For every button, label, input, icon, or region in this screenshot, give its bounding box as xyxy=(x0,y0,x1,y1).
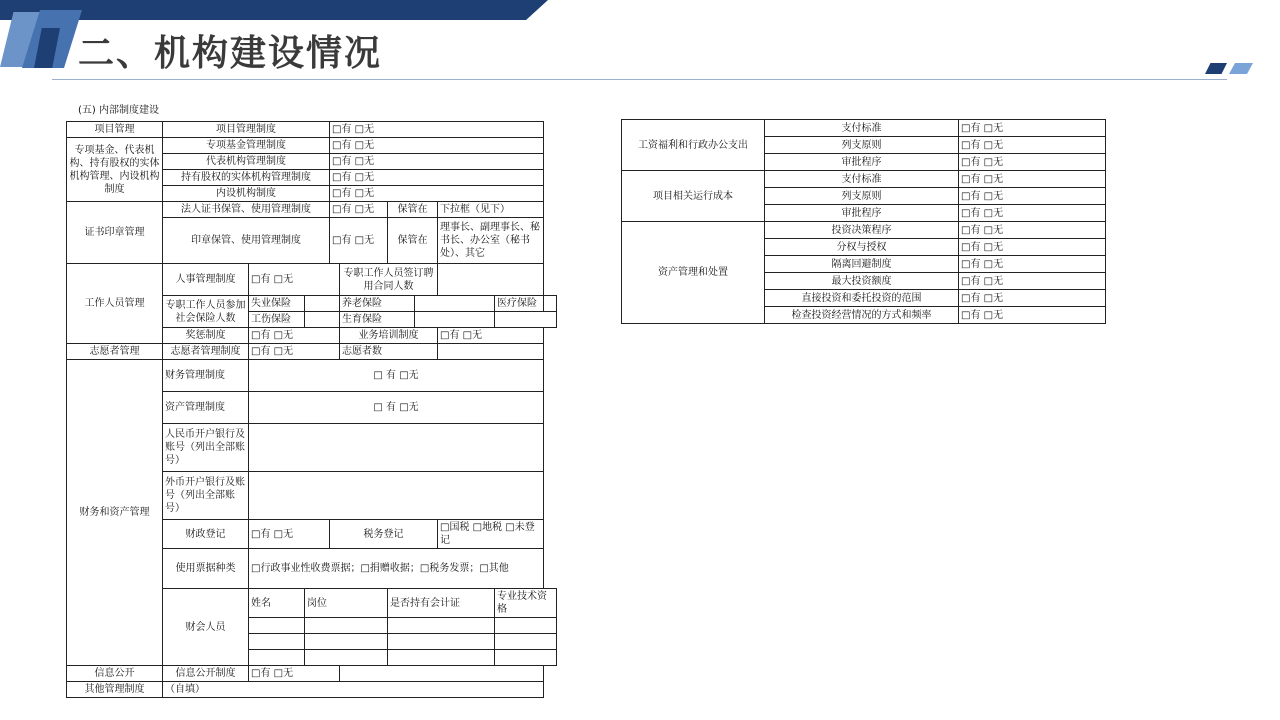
row-label: 税务登记 xyxy=(330,520,438,549)
acc-header: 是否持有会计证 xyxy=(388,589,495,618)
row-label: 资产管理制度 xyxy=(163,392,249,424)
acc-cell[interactable] xyxy=(305,618,388,634)
row-label: 信息公开制度 xyxy=(163,666,249,682)
yes-no-checkbox[interactable]: □有 □无 xyxy=(959,290,1106,307)
row-label: 财政登记 xyxy=(163,520,249,549)
acc-cell[interactable] xyxy=(249,618,305,634)
item-label: 投资决策程序 xyxy=(765,222,959,239)
yes-no-checkbox[interactable]: □有 □无 xyxy=(249,264,340,296)
title-divider xyxy=(52,79,1227,80)
row-label: 财会人员 xyxy=(163,589,249,666)
expense-system-table xyxy=(621,119,1106,324)
item-label: 列支原则 xyxy=(765,188,959,205)
yes-no-checkbox[interactable]: □有 □无 xyxy=(330,122,544,138)
yes-no-checkbox[interactable]: □有 □无 xyxy=(249,520,330,549)
insurance-count-field[interactable] xyxy=(415,312,495,328)
volunteer-count-field[interactable] xyxy=(438,344,544,360)
keeper-options[interactable]: 理事长、副理事长、秘书长、办公室（秘书处）、其它 xyxy=(438,218,544,264)
yes-no-checkbox[interactable]: □有 □无 xyxy=(249,344,340,360)
keep-at-label: 保管在 xyxy=(388,218,438,264)
dropdown-hint[interactable]: 下拉框（见下） xyxy=(438,202,544,218)
item-label: 隔离回避制度 xyxy=(765,256,959,273)
row-label: 使用票据种类 xyxy=(163,549,249,589)
row-label: 奖惩制度 xyxy=(163,328,249,344)
acc-cell[interactable] xyxy=(388,650,495,666)
yes-no-checkbox[interactable]: □有 □无 xyxy=(959,273,1106,290)
yes-no-checkbox[interactable]: □ 有 □无 xyxy=(249,360,544,392)
item-label: 支付标准 xyxy=(765,171,959,188)
item-label: 检查投资经营情况的方式和频率 xyxy=(765,307,959,324)
yes-no-checkbox[interactable]: □有 □无 xyxy=(959,171,1106,188)
contract-label: 专职工作人员签订聘用合同人数 xyxy=(340,264,438,296)
rmb-account-field[interactable] xyxy=(249,424,544,472)
insurance-label: 工伤保险 xyxy=(249,312,305,328)
acc-cell[interactable] xyxy=(249,634,305,650)
row-label: 印章保管、使用管理制度 xyxy=(163,218,330,264)
acc-header: 姓名 xyxy=(249,589,305,618)
row-label: 财务和资产管理 xyxy=(67,360,163,666)
fx-account-field[interactable] xyxy=(249,472,544,520)
row-label: 证书印章管理 xyxy=(67,202,163,264)
row-label: 工作人员管理 xyxy=(67,264,163,344)
item-label: 审批程序 xyxy=(765,154,959,171)
yes-no-checkbox[interactable]: □有 □无 xyxy=(249,666,340,682)
row-label: 信息公开 xyxy=(67,666,163,682)
acc-cell[interactable] xyxy=(388,618,495,634)
row-label: 志愿者数 xyxy=(340,344,438,360)
tax-options[interactable]: □国税 □地税 □未登记 xyxy=(438,520,544,549)
row-label: 志愿者管理 xyxy=(67,344,163,360)
yes-no-checkbox[interactable]: □有 □无 xyxy=(959,222,1106,239)
yes-no-checkbox[interactable]: □有 □无 xyxy=(330,154,544,170)
group-label: 项目相关运行成本 xyxy=(622,171,765,222)
yes-no-checkbox[interactable]: □有 □无 xyxy=(959,256,1106,273)
item-label: 直接投资和委托投资的范围 xyxy=(765,290,959,307)
row-label: 项目管理 xyxy=(67,122,163,138)
yes-no-checkbox[interactable]: □有 □无 xyxy=(959,154,1106,171)
yes-no-checkbox[interactable]: □有 □无 xyxy=(959,120,1106,137)
self-fill-field[interactable]: （自填） xyxy=(163,682,544,698)
acc-cell[interactable] xyxy=(305,634,388,650)
item-label: 列支原则 xyxy=(765,137,959,154)
yes-no-checkbox[interactable]: □有 □无 xyxy=(959,239,1106,256)
yes-no-checkbox[interactable]: □有 □无 xyxy=(330,218,388,264)
item-label: 最大投资额度 xyxy=(765,273,959,290)
yes-no-checkbox[interactable]: □ 有 □无 xyxy=(249,392,544,424)
acc-header: 岗位 xyxy=(305,589,388,618)
row-label: 志愿者管理制度 xyxy=(163,344,249,360)
yes-no-checkbox[interactable]: □有 □无 xyxy=(959,205,1106,222)
yes-no-checkbox[interactable]: □有 □无 xyxy=(438,328,544,344)
acc-cell[interactable] xyxy=(495,618,557,634)
yes-no-checkbox[interactable]: □有 □无 xyxy=(249,328,340,344)
item-label: 支付标准 xyxy=(765,120,959,137)
yes-no-checkbox[interactable]: □有 □无 xyxy=(330,186,544,202)
empty-cell xyxy=(340,666,544,682)
item-label: 审批程序 xyxy=(765,205,959,222)
page-title: 二、机构建设情况 xyxy=(78,33,383,74)
insurance-count-field[interactable] xyxy=(305,296,340,312)
yes-no-checkbox[interactable]: □有 □无 xyxy=(959,307,1106,324)
row-label: 专项基金管理制度 xyxy=(163,138,330,154)
item-label: 分权与授权 xyxy=(765,239,959,256)
acc-cell[interactable] xyxy=(249,650,305,666)
insurance-count-field[interactable] xyxy=(544,296,557,312)
insurance-label: 生育保险 xyxy=(340,312,415,328)
row-label: 持有股权的实体机构管理制度 xyxy=(163,170,330,186)
yes-no-checkbox[interactable]: □有 □无 xyxy=(959,137,1106,154)
row-label: 法人证书保管、使用管理制度 xyxy=(163,202,330,218)
row-label: 人事管理制度 xyxy=(163,264,249,296)
insurance-label: 养老保险 xyxy=(340,296,415,312)
yes-no-checkbox[interactable]: □有 □无 xyxy=(330,138,544,154)
insurance-count-field[interactable] xyxy=(415,296,495,312)
row-label: 内设机构制度 xyxy=(163,186,330,202)
acc-cell[interactable] xyxy=(495,634,557,650)
insurance-label: 失业保险 xyxy=(249,296,305,312)
row-label: 人民币开户银行及账号（列出全部账号） xyxy=(163,424,249,472)
yes-no-checkbox[interactable]: □有 □无 xyxy=(330,202,388,218)
row-label: 项目管理制度 xyxy=(163,122,330,138)
acc-cell[interactable] xyxy=(495,650,557,666)
yes-no-checkbox[interactable]: □有 □无 xyxy=(330,170,544,186)
internal-system-table xyxy=(66,121,557,698)
row-label: 财务管理制度 xyxy=(163,360,249,392)
row-label: 代表机构管理制度 xyxy=(163,154,330,170)
acc-cell[interactable] xyxy=(388,634,495,650)
header-banner xyxy=(0,0,548,20)
corner-decoration xyxy=(1205,63,1227,74)
contract-count-field[interactable] xyxy=(438,264,544,296)
acc-header: 专业技术资格 xyxy=(495,589,557,618)
group-label: 工资福利和行政办公支出 xyxy=(622,120,765,171)
corner-decoration xyxy=(1229,63,1253,74)
row-label: 专职工作人员参加社会保险人数 xyxy=(163,296,249,328)
insurance-empty xyxy=(495,312,557,328)
yes-no-checkbox[interactable]: □有 □无 xyxy=(959,188,1106,205)
row-label: 专项基金、代表机构、持有股权的实体机构管理、内设机构制度 xyxy=(67,138,163,202)
keep-at-label: 保管在 xyxy=(388,202,438,218)
bill-options[interactable]: □行政事业性收费票据；□捐赠收据；□税务发票；□其他 xyxy=(249,549,544,589)
acc-cell[interactable] xyxy=(305,650,388,666)
insurance-label: 医疗保险 xyxy=(495,296,544,312)
row-label: 其他管理制度 xyxy=(67,682,163,698)
row-label: 外币开户银行及账号（列出全部账号） xyxy=(163,472,249,520)
insurance-count-field[interactable] xyxy=(305,312,340,328)
section-subtitle: (五) 内部制度建设 xyxy=(78,105,159,116)
group-label: 资产管理和处置 xyxy=(622,222,765,324)
row-label: 业务培训制度 xyxy=(340,328,438,344)
